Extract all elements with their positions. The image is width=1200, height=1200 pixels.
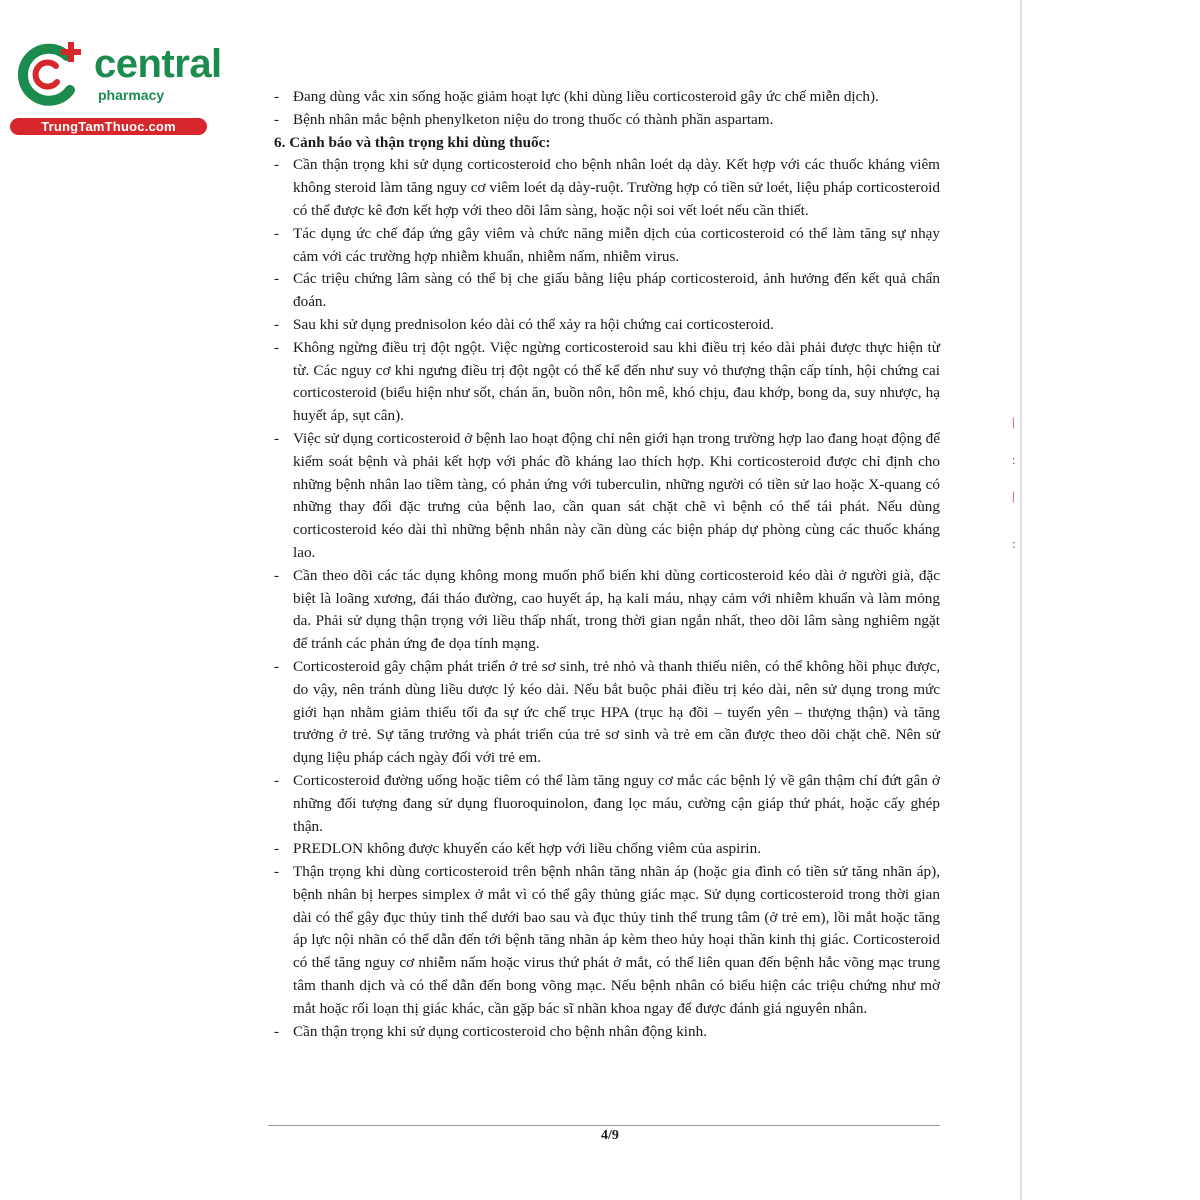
page-edge-divider xyxy=(1020,0,1022,1200)
list-item: - Không ngừng điều trị đột ngột. Việc ngừng corticosteroid sau khi điều trị kéo dài phải được thực hiện từ từ. Các nguy cơ khi ngưng điều trị đột ngột có thể kể đến như suy vỏ thượng thận cấp tính, hội chứng cai corticosteroid (biểu hiện như sốt, chán ăn, buồn nôn, hôn mê, khó chịu, đau khớp, bong da, suy nhược, hạ huyết áp, sụt cân). xyxy=(274,338,940,425)
pharmacy-logo xyxy=(10,36,222,136)
logo-website-badge: TrungTamThuoc.com xyxy=(10,118,207,135)
logo-subtitle: pharmacy xyxy=(98,87,165,103)
list-item: - Cần thận trọng khi sử dụng corticosteroid cho bệnh nhân động kinh. xyxy=(274,1022,708,1040)
edge-stamp-fragment: | : | : xyxy=(1012,414,1016,551)
list-item: - Corticosteroid gây chậm phát triển ở trẻ sơ sinh, trẻ nhỏ và thanh thiếu niên, có thể không hồi phục được, do vậy, nên tránh dùng liều dược lý kéo dài. Nếu bắt buộc phải điều trị kéo dài, nên sử dụng trong mức giới hạn nhằm giảm thiểu tối đa sự ức chế trục HPA (trục hạ đồi – tuyến yên – thượng thận) và tăng trưởng ở trẻ. Sự tăng trưởng và phát triển của trẻ sơ sinh và trẻ em cần được theo dõi chặt chẽ. Nên sử dụng liệu pháp cách ngày đối với trẻ em. xyxy=(274,657,940,767)
footer-divider xyxy=(268,1125,940,1126)
page-number: 4/9 xyxy=(601,1128,619,1143)
list-item: - Cần thận trọng khi sử dụng corticosteroid cho bệnh nhân loét dạ dày. Kết hợp với các thuốc kháng viêm không steroid làm tăng nguy cơ viêm loét dạ dày-ruột. Trường hợp có tiền sử loét, liệu pháp corticosteroid có thể được kê đơn kết hợp với theo dõi lâm sàng, hoặc nội soi vết loét nếu cần thiết. xyxy=(274,156,940,219)
list-item: - Corticosteroid đường uống hoặc tiêm có thể làm tăng nguy cơ mắc các bệnh lý về gân thậm chí đứt gân ở những đối tượng đang sử dụng fluoroquinolon, đang lọc máu, cường cận giáp thứ phát, hoặc cấy ghép thận. xyxy=(274,771,940,835)
logo-name: central xyxy=(94,42,222,86)
list-item: - Việc sử dụng corticosteroid ở bệnh lao hoạt động chỉ nên giới hạn trong trường hợp lao đang hoạt động để kiểm soát bệnh và phải kết hợp với phác đồ kháng lao thích hợp. Khi corticosteroid được chỉ định cho những bệnh nhân lao tiềm tàng, có phản ứng với tuberculin, những người có tiền sử lao hoặc X-quang có những thay đổi đặc trưng của bệnh lao, cần quan sát chặt chẽ vì bệnh có thể tái phát. Nếu dùng corticosteroid kéo dài thì những bệnh nhân này cần dùng các biện pháp dự phòng cùng các thuốc kháng lao. xyxy=(274,429,940,561)
list-item: - PREDLON không được khuyến cáo kết hợp với liều chống viêm của aspirin. xyxy=(274,840,762,858)
section-heading: 6. Cảnh báo và thận trọng khi dùng thuốc: xyxy=(274,133,551,151)
list-item: - Các triệu chứng lâm sàng có thể bị che giấu bằng liệu pháp corticosteroid, ảnh hưởng đến kết quả chẩn đoán. xyxy=(274,270,940,311)
document-body xyxy=(272,86,940,1043)
list-item: - Tác dụng ức chế đáp ứng gây viêm và chức năng miễn dịch của corticosteroid có thể làm tăng sự nhạy cảm với các trường hợp nhiễm khuẩn, nhiễm nấm, nhiễm virus. xyxy=(274,224,940,265)
list-item: - Thận trọng khi dùng corticosteroid trên bệnh nhân tăng nhãn áp (hoặc gia đình có tiền sử tăng nhãn áp), bệnh nhân bị herpes simplex ở mắt vì có thể gây thủng giác mạc. Sử dụng corticosteroid trong thời gian dài có thể gây đục thủy tinh thể dưới bao sau và đục thủy tinh thể trung tâm (ở trẻ em), lồi mắt hoặc tăng áp lực nội nhãn có thể dẫn đến tới bệnh tăng nhãn áp kèm theo hủy hoại thần kinh thị giác. Corticosteroid có thể tăng nguy cơ nhiễm nấm hoặc virus thứ phát ở mắt, có thể liên quan đến bệnh hắc võng mạc trung tâm thanh dịch và có thể dẫn đến bong võng mạc. Nếu bệnh nhân có biểu hiện các triệu chứng như mờ mắt hoặc rối loạn thị giác khác, cần gặp bác sĩ nhãn khoa ngay để được đánh giá nguyên nhân. xyxy=(274,863,940,1017)
list-item: - Sau khi sử dụng prednisolon kéo dài có thể xảy ra hội chứng cai corticosteroid. xyxy=(274,315,774,333)
list-item: - Bệnh nhân mắc bệnh phenylketon niệu do trong thuốc có thành phần aspartam. xyxy=(274,110,774,128)
list-item: - Cần theo dõi các tác dụng không mong muốn phổ biến khi dùng corticosteroid kéo dài ở người già, đặc biệt là loãng xương, đái tháo đường, cao huyết áp, hạ kali máu, nhạy cảm với nhiễm khuẩn và làm mỏng da. Phải sử dụng thận trọng với liều thấp nhất, trong thời gian ngắn nhất, theo dõi lâm sàng nghiêm ngặt để tránh các phản ứng đe dọa tính mạng. xyxy=(274,566,940,653)
list-item: - Đang dùng vắc xin sống hoặc giảm hoạt lực (khi dùng liều corticosteroid gây ức chế miễn dịch). xyxy=(274,88,879,105)
central-pharmacy-logo-icon xyxy=(10,38,90,110)
